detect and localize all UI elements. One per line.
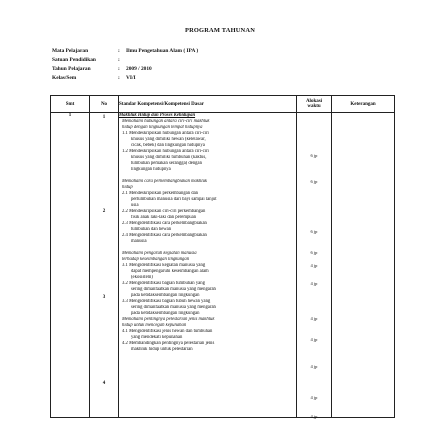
kd-line: 2.1 Mendeskripsikan perkembangan dan (122, 191, 199, 196)
kd-line: 1.1 Mendeskripsikan hubungan antara ciri-ciri (122, 131, 209, 136)
meta-row-subject (52, 47, 198, 56)
cell-keterangan (332, 113, 395, 418)
kd-line: 1.2 Mendeskripsikan hubungan antara ciri-ciri (122, 149, 209, 154)
jp-1-2: 6 jp (310, 179, 318, 184)
meta-label: Satuan Pendidikan (52, 57, 96, 63)
kd-line: 2.3 Mengidentifikasi cara perkembangbiakan (122, 221, 207, 226)
jp-1-1: 6 jp (310, 153, 318, 158)
jp-3-3: 4 jp (310, 364, 318, 369)
meta-separator: : (118, 75, 120, 81)
kd-line: dapat mempengaruhi keseimbangan alam (131, 269, 209, 274)
kd-line: 3.1 Mengidentifikasi kegiatan manusia yang (122, 263, 206, 268)
sk-heading: Makhluk Hidup dan Proses Kehidupan (119, 113, 196, 118)
kd-line: 3.3 Mengidentifikasi bagian tubuh hewan yang (122, 299, 211, 304)
meta-value: Ilmu Pengetahuan Alam ( IPA ) (126, 48, 199, 54)
meta-separator: : (118, 66, 120, 72)
kd-line: tumbuhan pemakan serangga) dengan (131, 161, 202, 166)
meta-row-year (52, 65, 198, 74)
kd-line: sering dimanfaatkan manusia yang mengarah (131, 305, 216, 310)
kd-line: pada ketidakseimbangan lingkungan (131, 293, 200, 298)
kd-line: 4.1 Mengidentifikasi jenis hewan dan tumbuhan (122, 329, 213, 334)
kd-line: 4.2 Membandingkan pentingnya pelestarian jenis (122, 341, 215, 346)
kd-line: makhluk hidup untuk pelestarian (131, 347, 193, 352)
sk-line: hidup (122, 185, 133, 190)
jp-2-3: 4 jp (310, 263, 318, 268)
kd-line: pada ketidakseimbangan lingkungan (131, 311, 200, 316)
no-2: 2 (102, 209, 106, 214)
meta-label: Tahun Pelajaran (52, 66, 91, 72)
sk-line: hidup dengan lingkungan tempat hidupnya (122, 125, 203, 130)
header-smt: Smt (51, 96, 90, 113)
kd-line: 2.4 Mengidentifikasi cara perkembangbiakan (122, 233, 207, 238)
jp-3-1: 4 jp (310, 316, 318, 321)
header-alokasi-line2: waktu (307, 104, 321, 109)
meta-value: 2009 / 2010 (126, 66, 152, 72)
meta-row-class (52, 74, 198, 83)
meta-row-school (52, 56, 198, 65)
kd-line: yang mendekati kepunahan (131, 335, 183, 340)
header-alokasi-line1: Alokasi (305, 99, 323, 104)
kd-line: fisik anak laki-laki dan perempuan (131, 215, 197, 220)
meta-label: Kelas/Sem (52, 75, 77, 81)
sk-line: Memahami pengaruh kegiatan manusia (122, 251, 197, 256)
sk-line: Memahami pentingnya pelestarian jenis makhluk (122, 317, 215, 322)
table-row (51, 113, 395, 418)
sk-line: hidup untuk mencegah kepunahan (122, 323, 187, 328)
meta-value: VI/I (126, 75, 136, 81)
kd-line: khusus yang dimiliki tumbuhan (kaktus, (131, 155, 207, 160)
no-3: 3 (102, 295, 106, 300)
jp-2-1: 6 jp (310, 229, 318, 234)
cell-alokasi-waktu (297, 113, 332, 418)
program-table (50, 95, 395, 418)
kd-line: cicak, bebek) dan lingkungan hidupnya (131, 143, 205, 148)
kd-line: sering dimanfaatkan manusia yang mengarah (131, 287, 216, 292)
jp-2-4: 4 jp (310, 281, 318, 286)
kd-line: tumbuhan dan hewan (131, 227, 172, 232)
cell-no (90, 113, 119, 418)
meta-separator: : (118, 57, 120, 63)
cell-smt: 1 (51, 113, 90, 418)
header-standar-kompetensi: Standar Kompetensi/Kompetensi Dasar (119, 96, 297, 113)
kd-line: 2.2 Mendeskripsikan ciri-ciri perkembangan (122, 209, 206, 214)
kd-line: 3.2 Mengidentifikasi bagian tumbuhan yang (122, 281, 205, 286)
kd-line: (ekosistem) (131, 275, 153, 280)
cell-standar-kompetensi (119, 113, 297, 418)
header-keterangan: Keterangan (332, 96, 395, 113)
jp-3-2: 4 jp (310, 337, 318, 342)
no-1: 1 (102, 115, 106, 120)
meta-label: Mata Pelajaran (52, 48, 89, 54)
sk-line: Memahami cara perkembangbiakan makhluk (122, 179, 208, 184)
kd-line: khusus yang dimiliki hewan (kelelawar, (131, 137, 206, 142)
header-alokasi-waktu (297, 96, 332, 113)
jp-4-2: 4 jp (310, 414, 318, 419)
sk-line: terhadap keseimbangan lingkungan (122, 257, 190, 262)
sk-line: Memahami hubungan antara ciri-ciri makhluk (122, 119, 210, 124)
kd-line: manusia (131, 239, 147, 244)
jp-4-1: 4 jp (310, 395, 318, 400)
header-no: No (90, 96, 119, 113)
kd-line: lingkungan hidupnya (131, 167, 171, 172)
jp-2-2: 6 jp (310, 250, 318, 255)
document-title: PROGRAM TAHUNAN (184, 27, 256, 34)
kd-line: pertumbuhan manusia dari bayi sampai lanjut (131, 197, 217, 202)
table-header-row (51, 96, 395, 113)
kd-line: usia (131, 203, 139, 208)
no-4: 4 (102, 381, 106, 386)
document-meta (52, 47, 198, 83)
sk-text (119, 113, 296, 353)
meta-separator: : (118, 48, 120, 54)
